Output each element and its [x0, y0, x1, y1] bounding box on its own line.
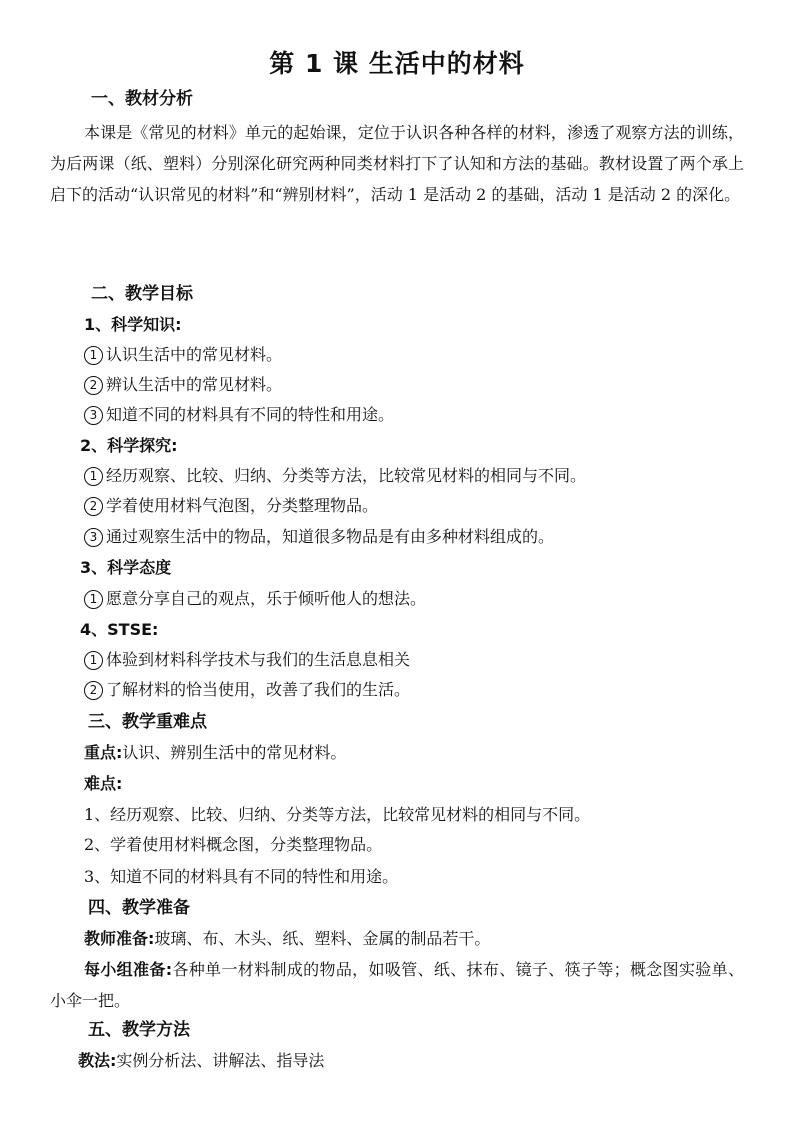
- list-item-text: 通过观察生活中的物品，知道很多物品是有由多种材料组成的。: [106, 527, 555, 546]
- teacher-preparation-text: 玻璃、布、木头、纸、塑料、金属的制品若干。: [154, 929, 491, 948]
- teaching-method-label: 教法:: [78, 1051, 117, 1070]
- circled-number: 1: [84, 346, 103, 365]
- circled-number: 3: [84, 406, 103, 425]
- section-heading-preparation: 四、教学准备: [88, 898, 190, 918]
- circled-number: 3: [84, 528, 103, 547]
- list-item-text: 认识生活中的常见材料。: [106, 345, 283, 364]
- difficulty-item: 1、经历观察、比较、归纳、分类等方法，比较常见材料的相同与不同。: [84, 805, 591, 824]
- circled-number: 1: [84, 590, 103, 609]
- circled-number: 1: [84, 651, 103, 670]
- section-heading-methods: 五、教学方法: [88, 1020, 190, 1040]
- circled-number: 2: [84, 376, 103, 395]
- goal-subheading-inquiry: 2、科学探究:: [80, 436, 178, 455]
- teaching-method: [78, 1050, 324, 1072]
- group-preparation-label: 每小组准备:: [84, 960, 173, 979]
- list-item-text: 辨认生活中的常见材料。: [106, 375, 283, 394]
- list-item-text: 体验到材料科学技术与我们的生活息息相关: [106, 650, 411, 669]
- list-item-text: 学着使用材料气泡图，分类整理物品。: [106, 496, 379, 515]
- section-heading-key-points: 三、教学重难点: [88, 712, 207, 732]
- circled-number: 2: [84, 497, 103, 516]
- list-item: [84, 679, 410, 701]
- goal-subheading-stse: 4、STSE:: [80, 620, 159, 639]
- teacher-preparation: [84, 928, 490, 950]
- page-title: 第 1 课 生活中的材料: [269, 49, 525, 78]
- goal-subheading-attitude: 3、科学态度: [80, 558, 172, 577]
- list-item: [84, 374, 282, 396]
- circled-number: 2: [84, 681, 103, 700]
- group-preparation: [50, 954, 744, 1016]
- list-item-text: 知道不同的材料具有不同的特性和用途。: [106, 405, 395, 424]
- list-item: [84, 465, 586, 487]
- list-item: [84, 526, 554, 548]
- key-point-label: 重点:: [84, 743, 123, 762]
- key-point-line: [84, 742, 346, 764]
- list-item: [84, 344, 282, 366]
- list-item: [84, 588, 426, 610]
- list-item: [84, 649, 410, 671]
- teaching-method-text: 实例分析法、讲解法、指导法: [116, 1051, 325, 1070]
- key-point-text: 认识、辨别生活中的常见材料。: [122, 743, 347, 762]
- difficulty-item: 3、知道不同的材料具有不同的特性和用途。: [84, 867, 399, 886]
- analysis-paragraph: 本课是《常见的材料》单元的起始课，定位于认识各种各样的材料，渗透了观察方法的训练，为后两课（纸、塑料）分别深化研究两种同类材料打下了认知和方法的基础。教材设置了两个承上启下的活动“认识常见的材料”和“辨别材料”，活动 1 是活动 2 的基础，活动 1 是活动 2 的深化。: [50, 123, 744, 204]
- goal-subheading-knowledge: 1、科学知识:: [84, 315, 182, 334]
- list-item: [84, 404, 394, 426]
- difficulty-item: 2、学着使用材料概念图，分类整理物品。: [84, 835, 383, 854]
- difficulty-label: 难点:: [84, 774, 123, 793]
- group-preparation-text: 各种单一材料制成的物品，如吸管、纸、抹布、镜子、筷子等；概念图实验单、小伞一把。: [50, 960, 744, 1010]
- circled-number: 1: [84, 467, 103, 486]
- list-item: [84, 495, 378, 517]
- list-item-text: 经历观察、比较、归纳、分类等方法，比较常见材料的相同与不同。: [106, 466, 587, 485]
- list-item-text: 愿意分享自己的观点，乐于倾听他人的想法。: [106, 589, 427, 608]
- list-item-text: 了解材料的恰当使用，改善了我们的生活。: [106, 680, 411, 699]
- teacher-preparation-label: 教师准备:: [84, 929, 155, 948]
- section-heading-goals: 二、教学目标: [91, 284, 193, 304]
- section-heading-analysis: 一、教材分析: [91, 89, 193, 109]
